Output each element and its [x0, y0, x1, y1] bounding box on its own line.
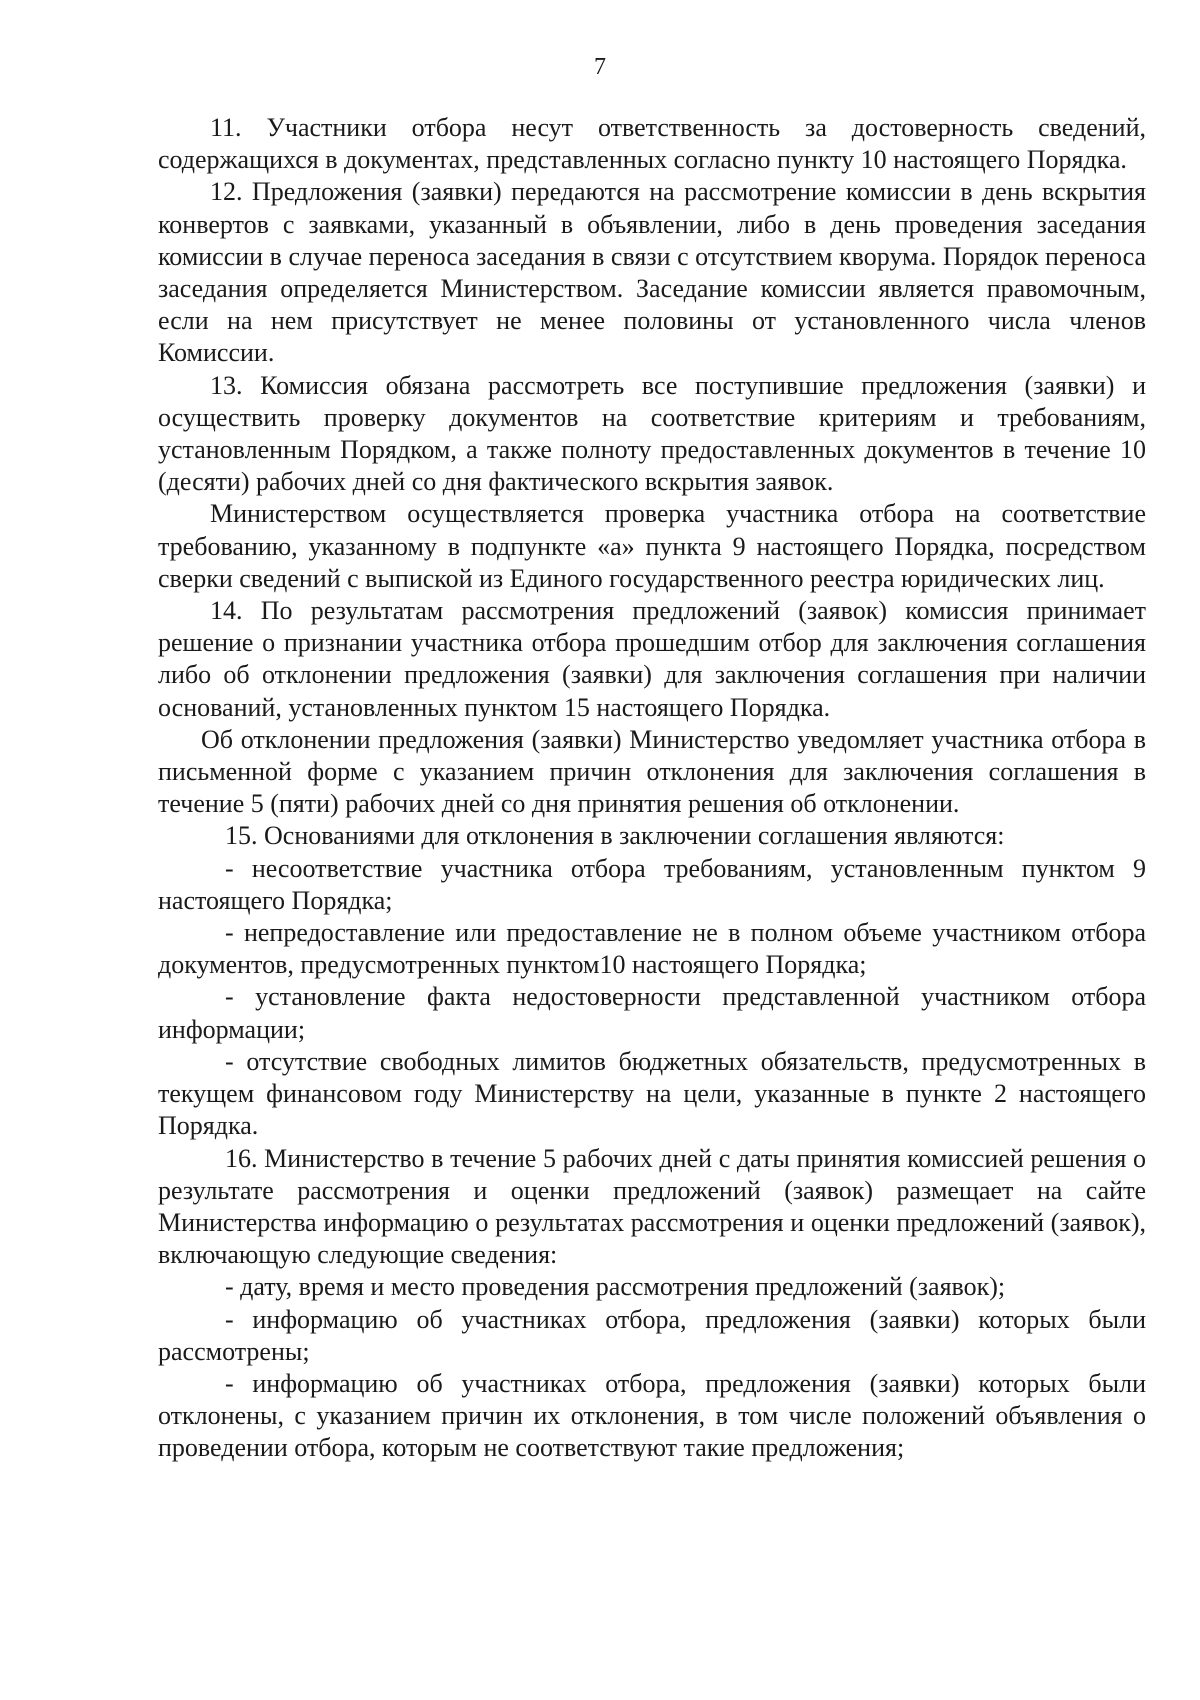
- list-item-15-2: - непредоставление или предоставление не в полном объеме участником отбора документов, предусмотренных пунктом10 настоящего Порядка;: [158, 918, 1146, 980]
- paragraph-11: 11. Участники отбора несут ответственность за достоверность сведений, содержащихся в документах, представленных согласно пункту 10 настоящего Порядка.: [158, 113, 1146, 175]
- list-item-15-1: - несоответствие участника отбора требованиям, установленным пунктом 9 настоящего Порядка;: [158, 853, 1146, 915]
- list-item-16-1: - дату, время и место проведения рассмотрения предложений (заявок);: [225, 1272, 1006, 1302]
- paragraph-12: 12. Предложения (заявки) передаются на рассмотрение комиссии в день вскрытия конвертов с заявками, указанный в объявлении, либо в день проведения заседания комиссии в случае переноса заседания в связи с отсутствием кворума. Порядок переноса заседания определяется Министерством. Заседание комиссии является правомочным, если на нем присутствует не менее половины от установленного числа членов Комиссии.: [158, 177, 1146, 368]
- paragraph-13: 13. Комиссия обязана рассмотреть все поступившие предложения (заявки) и осуществить проверку документов на соответствие критериям и требованиям, установленным Порядком, а также полноту предоставленных документов в течение 10 (десяти) рабочих дней со дня фактического вскрытия заявок.: [158, 370, 1146, 497]
- paragraph-13-ministry-check: Министерством осуществляется проверка участника отбора на соответствие требованию, указанному в подпункте «а» пункта 9 настоящего Порядка, посредством сверки сведений с выпиской из Единого государственного реестра юридических лиц.: [158, 499, 1146, 593]
- list-item-15-3: - установление факта недостоверности представленной участником отбора информации;: [158, 982, 1146, 1044]
- page-number: 7: [594, 54, 606, 80]
- list-item-16-3: - информацию об участниках отбора, предложения (заявки) которых были отклонены, с указанием причин их отклонения, в том числе положений объявления о проведении отбора, которым не соответствуют такие предложения;: [158, 1368, 1146, 1463]
- paragraph-16: 16. Министерство в течение 5 рабочих дней с даты принятия комиссией решения о результате рассмотрения и оценки предложений (заявок) размещает на сайте Министерства информацию о результатах рассмотрения и оценки предложений (заявок), включающую следующие сведения:: [158, 1143, 1146, 1270]
- list-item-15-4: - отсутствие свободных лимитов бюджетных обязательств, предусмотренных в текущем финансовом году Министерству на цели, указанные в пункте 2 настоящего Порядка.: [158, 1046, 1146, 1141]
- paragraph-14: 14. По результатам рассмотрения предложений (заявок) комиссия принимает решение о признании участника отбора прошедшим отбор для заключения соглашения либо об отклонении предложения (заявки) для заключения соглашения при наличии оснований, установленных пунктом 15 настоящего Порядка.: [158, 596, 1146, 722]
- paragraph-14-rejection-notice: Об отклонении предложения (заявки) Министерство уведомляет участника отбора в письменной форме с указанием причин отклонения для заключения соглашения в течение 5 (пяти) рабочих дней со дня принятия решения об отклонении.: [158, 724, 1146, 819]
- document-body: [158, 112, 1146, 1465]
- paragraph-15: 15. Основаниями для отклонения в заключении соглашения являются:: [225, 821, 1005, 851]
- list-item-16-2: - информацию об участниках отбора, предложения (заявки) которых были рассмотрены;: [158, 1304, 1146, 1366]
